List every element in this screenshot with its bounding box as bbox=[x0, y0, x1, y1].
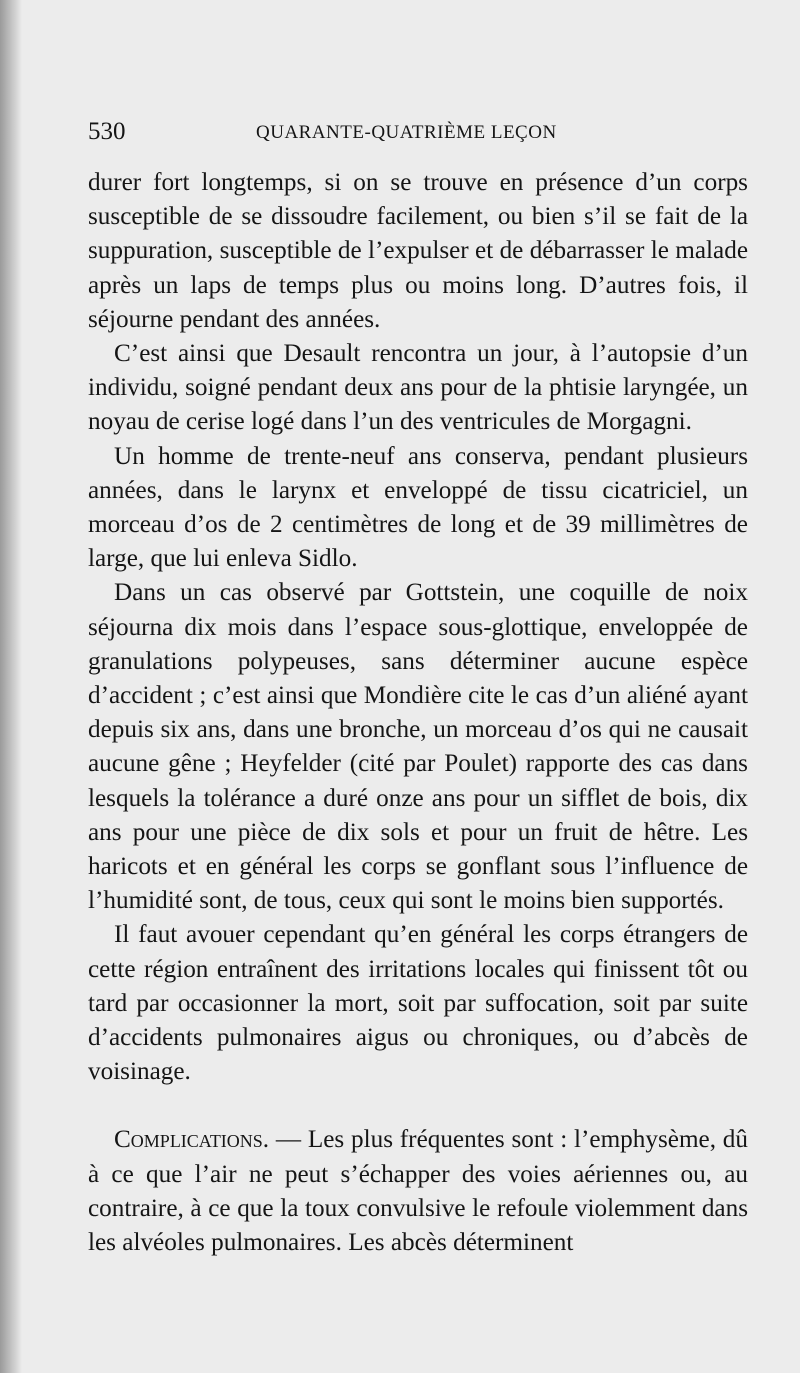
paragraph-4: Dans un cas observé par Gottstein, une coquille de noix séjourna dix mois dans l’espace sous-glottique, enveloppée de granulations polypeuses, sans déterminer aucune espèce d’accident ; c’est ainsi que Mondière cite le cas d’un aliéné ayant depuis six ans, dans une bronche, un morceau d’os qui ne causait aucune gêne ; Heyfelder (cité par Poulet) rapporte des cas dans lesquels la tolérance a duré onze ans pour un sifflet de bois, dix ans pour une pièce de dix sols et pour un fruit de hêtre. Les haricots et en général les corps se gonflant sous l’influence de l’humidité sont, de tous, ceux qui sont le moins bien supportés. bbox=[88, 579, 748, 915]
paragraph-3: Un homme de trente-neuf ans conserva, pendant plusieurs années, dans le larynx et enveloppé de tissu cicatriciel, un morceau d’os de 2 centimètres de long et de 39 millimètres de large, que lui enleva Sidlo. bbox=[88, 442, 748, 573]
complications-text: — Les plus fréquentes sont : l’emphysème, dû à ce que l’air ne peut s’échapper des voies aériennes ou, au contraire, à ce que la toux convulsive le refoule violemment dans les alvéoles pulmonaires. Les abcès déterminent bbox=[88, 1126, 748, 1257]
complications-heading: Complications. bbox=[114, 1126, 270, 1154]
page-number: 530 bbox=[88, 118, 126, 145]
paragraph-2: C’est ainsi que Desault rencontra un jour, à l’autopsie d’un individu, soigné pendant deux ans pour de la phtisie laryngée, un noyau de cerise logé dans l’un des ventricules de Morgagni. bbox=[88, 340, 748, 436]
paragraph-5: Il faut avouer cependant qu’en général les corps étrangers de cette région entraînent des irritations locales qui finissent tôt ou tard par occasionner la mort, soit par suffocation, soit par suite d’accidents pulmonaires aigus ou chroniques, ou d’abcès de voisinage. bbox=[88, 921, 748, 1086]
running-title: QUARANTE-QUATRIÈME LEÇON bbox=[256, 122, 557, 143]
paragraph-complications bbox=[88, 1123, 748, 1260]
page-gutter-shadow bbox=[0, 0, 22, 1373]
page-header bbox=[88, 118, 748, 148]
paragraph-1: durer fort longtemps, si on se trouve en présence d’un corps susceptible de se dissoudre facilement, ou bien s’il se fait de la suppuration, susceptible de l’expulser et de débarrasser le malade après un laps de temps plus ou moins long. D’autres fois, il séjourne pendant des années. bbox=[88, 169, 748, 333]
body-text bbox=[88, 166, 748, 1260]
